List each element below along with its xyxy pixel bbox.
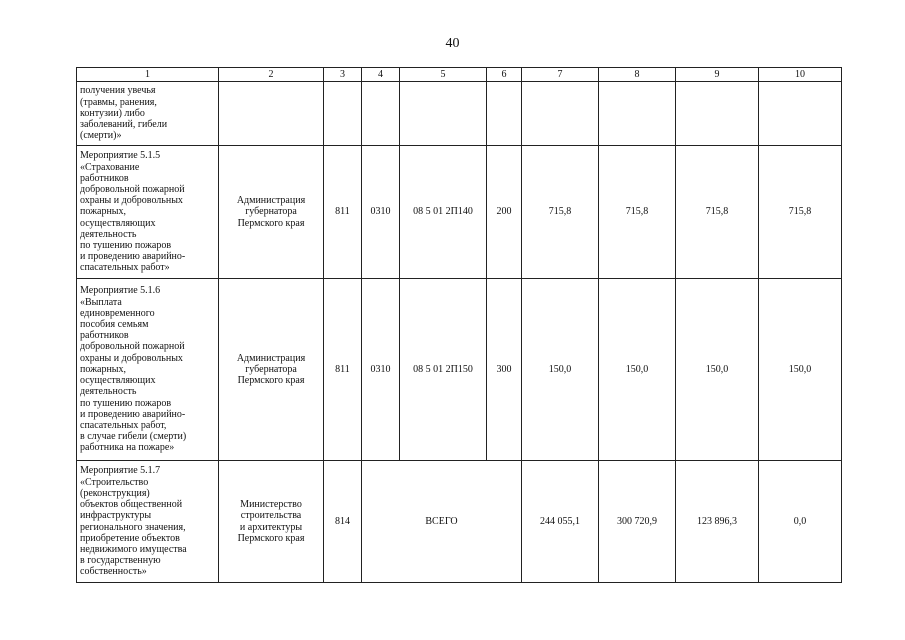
table-cell: 811 bbox=[324, 146, 362, 279]
table-cell: 150,0 bbox=[599, 279, 676, 461]
table-cell: 300 bbox=[487, 279, 522, 461]
header-cell: 7 bbox=[522, 68, 599, 82]
table-cell bbox=[324, 82, 362, 146]
executor-cell: Администрация губернатора Пермского края bbox=[219, 146, 324, 279]
table-cell: 150,0 bbox=[759, 279, 842, 461]
header-cell: 8 bbox=[599, 68, 676, 82]
table-row bbox=[77, 461, 842, 583]
activity-name-cell: Мероприятие 5.1.5 «Страхование работников добровольной пожарной охраны и добровольных пожарных, осуществляющих деятельность по тушению пожаров и проведению аварийно- спасательных работ» bbox=[77, 146, 219, 279]
table-cell: 244 055,1 bbox=[522, 461, 599, 583]
executor-cell: Министерство строительства и архитектуры Пермского края bbox=[219, 461, 324, 583]
table-cell: 08 5 01 2П140 bbox=[400, 146, 487, 279]
table-cell bbox=[599, 82, 676, 146]
header-cell: 2 bbox=[219, 68, 324, 82]
activity-name-cell: получения увечья (травмы, ранения, контузии) либо заболеваний, гибели (смерти)» bbox=[77, 82, 219, 146]
table-cell: 811 bbox=[324, 279, 362, 461]
table-cell bbox=[676, 82, 759, 146]
table-cell: 0310 bbox=[362, 279, 400, 461]
table-cell bbox=[759, 82, 842, 146]
page-number: 40 bbox=[445, 36, 460, 51]
activity-name-cell: Мероприятие 5.1.6 «Выплата единовременного пособия семьям работников добровольной пожарной охраны и добровольных пожарных, осуществляющих деятельность по тушению пожаров и проведению аварийно- спасательных работ, в случае гибели (смерти) работника на пожаре» bbox=[77, 279, 219, 461]
table-cell: 200 bbox=[487, 146, 522, 279]
header-cell: 1 bbox=[77, 68, 219, 82]
budget-table bbox=[76, 67, 842, 583]
table-cell: 715,8 bbox=[599, 146, 676, 279]
header-cell: 9 bbox=[676, 68, 759, 82]
header-cell: 3 bbox=[324, 68, 362, 82]
total-merged-cell: ВСЕГО bbox=[362, 461, 522, 583]
header-cell: 4 bbox=[362, 68, 400, 82]
header-cell: 5 bbox=[400, 68, 487, 82]
table-cell: 715,8 bbox=[676, 146, 759, 279]
table-cell: 0,0 bbox=[759, 461, 842, 583]
executor-cell: Администрация губернатора Пермского края bbox=[219, 279, 324, 461]
table-cell bbox=[487, 82, 522, 146]
table-cell bbox=[362, 82, 400, 146]
table-row bbox=[77, 82, 842, 146]
executor-cell bbox=[219, 82, 324, 146]
table-cell: 150,0 bbox=[522, 279, 599, 461]
table-cell: 300 720,9 bbox=[599, 461, 676, 583]
table-cell: 715,8 bbox=[759, 146, 842, 279]
header-cell: 10 bbox=[759, 68, 842, 82]
table-cell bbox=[400, 82, 487, 146]
table-cell: 0310 bbox=[362, 146, 400, 279]
header-cell: 6 bbox=[487, 68, 522, 82]
table-cell: 150,0 bbox=[676, 279, 759, 461]
table-cell: 715,8 bbox=[522, 146, 599, 279]
table-cell bbox=[522, 82, 599, 146]
header-row bbox=[77, 68, 842, 82]
table-row bbox=[77, 279, 842, 461]
table-cell: 814 bbox=[324, 461, 362, 583]
table-cell: 123 896,3 bbox=[676, 461, 759, 583]
table-row bbox=[77, 146, 842, 279]
activity-name-cell: Мероприятие 5.1.7 «Строительство (реконструкция) объектов общественной инфраструктуры регионального значения, приобретение объектов недвижимого имущества в государственную собственность» bbox=[77, 461, 219, 583]
table-cell: 08 5 01 2П150 bbox=[400, 279, 487, 461]
